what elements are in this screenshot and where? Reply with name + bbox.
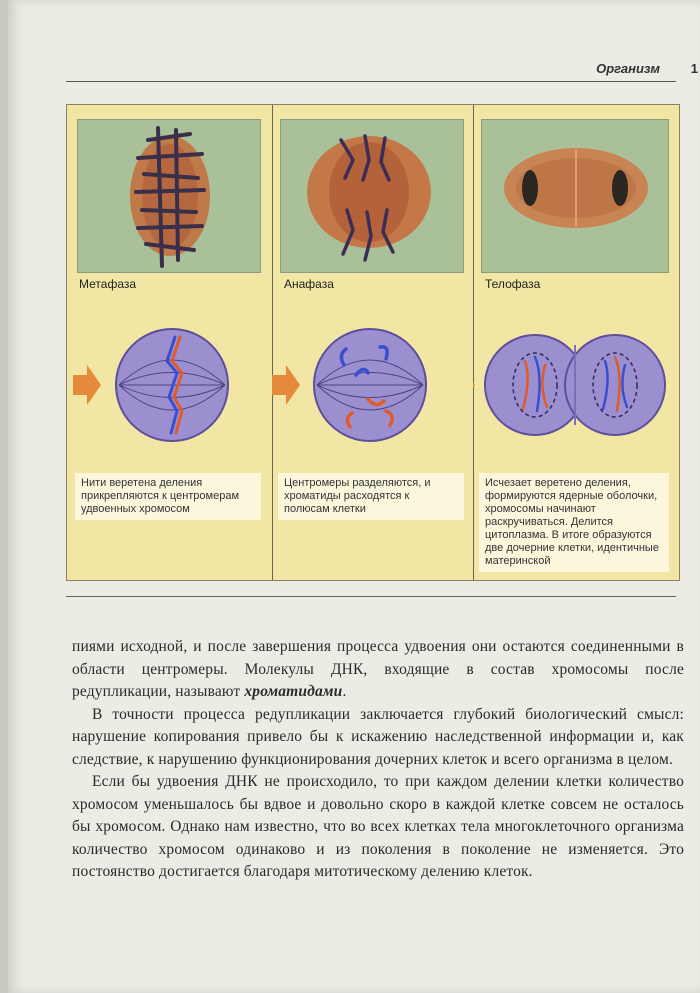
telophase-diagram [473, 315, 679, 460]
arrow-right-icon [473, 365, 475, 405]
paragraph-1 [72, 636, 684, 704]
figure-rule [66, 596, 676, 597]
panel-telophase [473, 105, 679, 580]
paragraph-3: Если бы удвоения ДНК не происходило, то при каждом делении клетки количество хромосом уменьшалось бы вдвое и довольно скоро в каждой клетке совсем не осталось бы хромосом. Однако нам известно, что во всех клетках тела многоклеточного организма количество хромосом одинаково и из поколения в поколение не изменяется. Это постоянство достигается благодаря митотическому делению клеток. [72, 773, 684, 880]
paragraph-2: В точности процесса редупликации заключается глубокий биологический смысл: нарушение копирования привело бы к искажению наследственной информации и, как следствие, к нарушению функционирования дочерних клеток и всего организма в целом. [72, 705, 684, 768]
metaphase-micrograph [77, 119, 261, 273]
header-rule [66, 81, 676, 82]
phase-label: Анафаза [284, 277, 334, 291]
anaphase-diagram [272, 315, 473, 460]
telophase-micrograph [481, 119, 669, 273]
paragraph-1-text: пиями исходной, и после завершения процесса удвоения они остаются соединенными в области центромеры. Молекулы ДНК, входящие в состав хромосомы после редупликации, называют [72, 638, 684, 700]
page-number: 1 [690, 61, 698, 76]
arrow-right-icon [73, 365, 101, 405]
body-text [72, 636, 684, 884]
metaphase-diagram [67, 315, 272, 460]
phase-label: Телофаза [485, 277, 541, 291]
phase-label: Метафаза [79, 277, 137, 291]
term-chromatids: хроматидами [244, 683, 343, 700]
panel-anaphase [272, 105, 474, 580]
section-title: Организм [596, 61, 660, 76]
arrow-right-icon [272, 365, 300, 405]
mitosis-figure [66, 104, 680, 581]
phase-caption: Нити веретена деления прикрепляются к центромерам удвоенных хромосом [75, 473, 261, 520]
phase-caption: Центромеры разделяются, и хроматиды расходятся к полюсам клетки [278, 473, 464, 520]
paragraph-1-end: . [342, 683, 347, 700]
textbook-page [8, 0, 700, 993]
phase-caption: Исчезает веретено деления, формируются ядерные оболочки, хромосомы начинают раскручиваться. Делится цитоплазма. В итоге образуются две дочерние клетки, идентичные материнской [479, 473, 669, 572]
panel-metaphase [67, 105, 273, 580]
anaphase-micrograph [280, 119, 464, 273]
